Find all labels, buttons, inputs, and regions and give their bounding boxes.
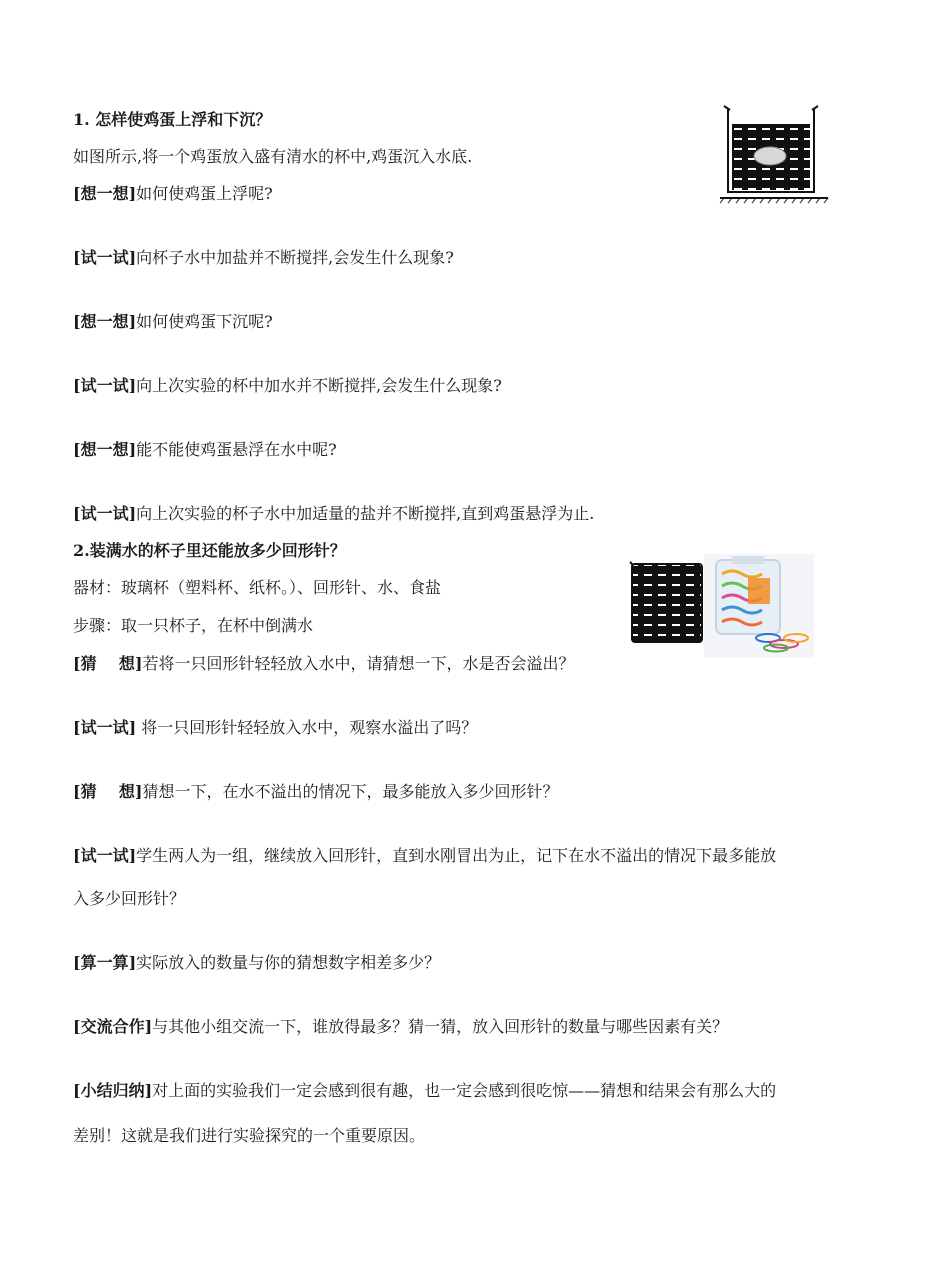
section1-intro: 如图所示,将一个鸡蛋放入盛有清水的杯中,鸡蛋沉入水底. — [73, 147, 473, 166]
s1-item-4 — [73, 440, 337, 460]
s2-item-4-text: 实际放入的数量与你的猜想数字相差多少？ — [136, 953, 441, 972]
s2-item-0-tag: [猜 想] — [73, 654, 143, 673]
s2-item-1-tag: [试一试] — [73, 718, 137, 737]
s2-item-2 — [73, 782, 558, 802]
s1-item-2 — [73, 312, 273, 332]
beaker-egg-figure — [718, 104, 830, 204]
s1-item-0-text: 如何使鸡蛋上浮呢? — [136, 184, 273, 203]
s1-item-1-text: 向杯子水中加盐并不断搅拌,会发生什么现象? — [136, 248, 454, 267]
s2-item-1 — [73, 718, 477, 738]
s2-item-2-text: 猜想一下，在水不溢出的情况下，最多能放入多少回形针？ — [142, 782, 559, 801]
s1-item-4-text: 能不能使鸡蛋悬浮在水中呢? — [136, 440, 337, 459]
s1-item-0-tag: [想一想] — [73, 184, 137, 203]
s2-item-6-cont: 差别！这就是我们进行实验探究的一个重要原因。 — [73, 1126, 426, 1145]
s2-item-5-tag: [交流合作] — [73, 1017, 153, 1036]
s1-item-2-tag: [想一想] — [73, 312, 137, 331]
s1-item-5-tag: [试一试] — [73, 504, 137, 523]
s1-item-5-text: 向上次实验的杯子水中加适量的盐并不断搅拌,直到鸡蛋悬浮为止. — [136, 504, 595, 523]
s1-item-5 — [73, 504, 594, 524]
s2-item-1-text: 将一只回形针轻轻放入水中，观察水溢出了吗？ — [136, 718, 478, 737]
s2-item-3-text: 学生两人为一组，继续放入回形针，直到水刚冒出为止，记下在水不溢出的情况下最多能放 — [136, 846, 777, 865]
s2-item-4-tag: [算一算] — [73, 953, 137, 972]
s1-item-2-text: 如何使鸡蛋下沉呢? — [136, 312, 273, 331]
s1-item-4-tag: [想一想] — [73, 440, 137, 459]
section2-materials: 器材：玻璃杯（塑料杯、纸杯。）、回形针、水、食盐 — [73, 578, 442, 597]
paperclip-box-image — [704, 554, 814, 658]
s1-item-3-tag: [试一试] — [73, 376, 137, 395]
full-cup-figure — [628, 560, 704, 646]
s2-item-6-tag: [小结归纳] — [73, 1081, 153, 1100]
s2-item-4 — [73, 953, 440, 973]
s2-item-0-text: 若将一只回形针轻轻放入水中，请猜想一下，水是否会溢出？ — [142, 654, 575, 673]
s1-item-1-tag: [试一试] — [73, 248, 137, 267]
s2-item-6-text: 对上面的实验我们一定会感到很有趣，也一定会感到很吃惊——猜想和结果会有那么大的 — [152, 1081, 777, 1100]
s2-item-0 — [73, 654, 574, 674]
s1-item-3-text: 向上次实验的杯中加水并不断搅拌,会发生什么现象? — [136, 376, 502, 395]
s2-item-3-tag: [试一试] — [73, 846, 137, 865]
s1-item-0 — [73, 184, 273, 204]
s2-item-3 — [73, 846, 776, 866]
section2-title: 2.装满水的杯子里还能放多少回形针？ — [73, 541, 346, 560]
s1-item-3 — [73, 376, 502, 396]
s2-item-2-tag: [猜 想] — [73, 782, 143, 801]
s2-item-5-text: 与其他小组交流一下，谁放得最多？猜一猜，放入回形针的数量与哪些因素有关？ — [152, 1017, 729, 1036]
section1-title: 1. 怎样使鸡蛋上浮和下沉？ — [73, 110, 272, 129]
s1-item-1 — [73, 248, 454, 268]
section2-steps: 步骤：取一只杯子，在杯中倒满水 — [73, 616, 314, 635]
s2-item-6 — [73, 1081, 776, 1101]
s2-item-5 — [73, 1017, 728, 1037]
s2-item-3-cont: 入多少回形针？ — [73, 889, 186, 908]
